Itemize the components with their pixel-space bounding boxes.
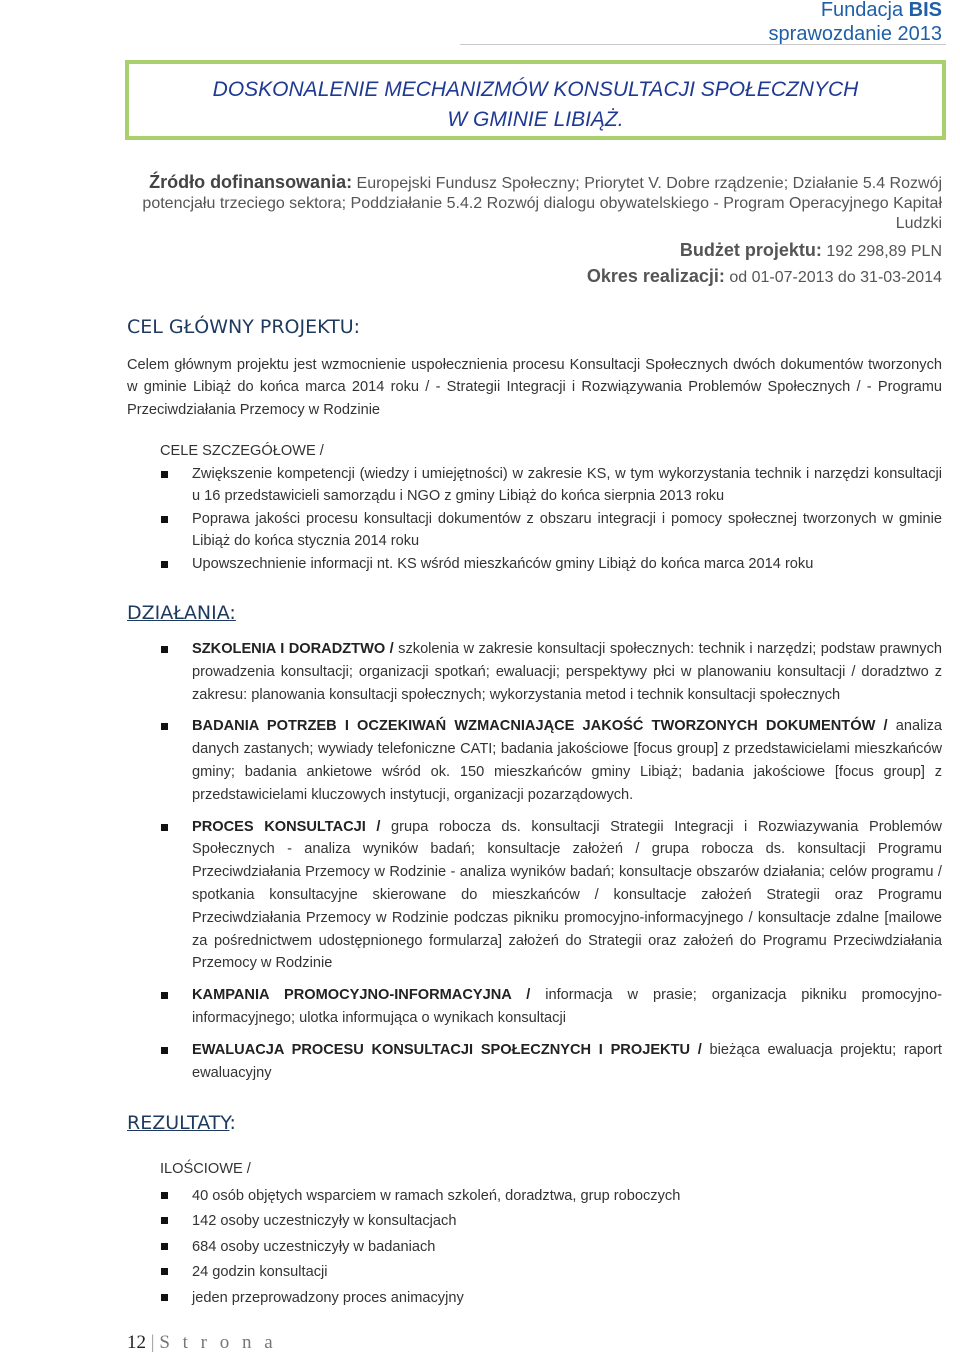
main-goal-heading: CEL GŁÓWNY PROJEKTU: (127, 316, 361, 338)
funding-label: Źródło dofinansowania: (149, 172, 353, 192)
budget-label: Budżet projektu: (679, 240, 822, 260)
footer-separator: | (150, 1332, 155, 1353)
list-item: 40 osób objętych wsparciem w ramach szkoleń, doradztwa, grup roboczych (160, 1184, 942, 1209)
list-item: jeden przeprowadzony proces animacyjny (160, 1286, 942, 1311)
bullet-icon (161, 646, 168, 653)
header-divider (460, 44, 946, 45)
organization-name: Fundacja BIS (820, 0, 942, 21)
bullet-icon (161, 1243, 168, 1250)
page-number: 12 (127, 1332, 146, 1353)
list-item: Poprawa jakości procesu konsultacji dokumentów z obszaru integracji i pomocy społecznej tworzonych w gminie Libiąż do końca stycznia 2014 roku (160, 508, 942, 553)
specific-goals-heading: CELE SZCZEGÓŁOWE / (160, 443, 324, 459)
list-item: SZKOLENIA I DORADZTWO / szkolenia w zakresie konsultacji społecznych: technik i narzędzi; podstaw prawnych prowadzenia konsultacji; organizacji spotkań; ewaluacji; perspektywy płci w planowaniu konsultacji / doradztwo z zakresu: planowania konsultacji społecznych; wykorzystania metod i technik konsultacji społecznych (160, 638, 942, 706)
list-item: Upowszechnienie informacji nt. KS wśród mieszkańców gminy Libiąż do końca marca 2014 roku (160, 553, 942, 575)
bullet-icon (161, 1294, 168, 1301)
bullet-icon (161, 1192, 168, 1199)
list-item: 684 osoby uczestniczyły w badaniach (160, 1235, 942, 1260)
list-item: 24 godzin konsultacji (160, 1260, 942, 1285)
list-item: EWALUACJA PROCESU KONSULTACJI SPOŁECZNYCH I PROJEKTU / bieżąca ewaluacja projektu; raport ewaluacyjny (160, 1039, 942, 1085)
page-header (769, 0, 942, 46)
bullet-icon (161, 1047, 168, 1054)
specific-goals-list (160, 463, 942, 575)
page-footer (127, 1332, 277, 1354)
list-item: 142 osoby uczestniczyły w konsultacjach (160, 1209, 942, 1234)
bullet-icon (161, 1217, 168, 1224)
list-item: KAMPANIA PROMOCYJNO-INFORMACYJNA / informacja w prasie; organizacja pikniku promocyjno-informacyjnego; ulotka informująca o wynikach konsultacji (160, 984, 942, 1030)
list-item: BADANIA POTRZEB I OCZEKIWAŃ WZMACNIAJĄCE JAKOŚĆ TWORZONYCH DOKUMENTÓW / analiza danych zastanych; wywiady telefoniczne CATI; badania jakościowe [focus group] z przedstawicielami mieszkańców gminy; badania ankietowe wśród ok. 150 mieszkańców gminy Libiąż; badania jakościowe [focus group] z przedstawicielami kluczowych instytucji, organizacji pozarządowych. (160, 715, 942, 806)
quantitative-results-heading: ILOŚCIOWE / (160, 1161, 251, 1177)
list-item: Zwiększenie kompetencji (wiedzy i umiejętności) w zakresie KS, w tym wykorzystania technik i narzędzi konsultacji u 16 przedstawicieli samorządu i NGO z gminy Libiąż do końca sierpnia 2013 roku (160, 463, 942, 508)
funding-source (102, 172, 942, 234)
actions-list (160, 638, 942, 1093)
funding-text: Europejski Fundusz Społeczny; Priorytet V. Dobre rządzenie; Działanie 5.4 Rozwój potencjału trzeciego sektora; Poddziałanie 5.4.2 Rozwój dialogu obywatelskiego - Program Operacyjnego Kapitał Ludzki (142, 175, 942, 232)
organization-acronym: BIS (908, 0, 942, 21)
period-label: Okres realizacji: (586, 266, 725, 286)
results-heading: REZULTATY: (127, 1112, 236, 1134)
bullet-icon (161, 561, 168, 568)
project-period (587, 266, 942, 287)
project-title-box (125, 60, 946, 140)
bullet-icon (161, 824, 168, 831)
project-title-line-1: DOSKONALENIE MECHANIZMÓW KONSULTACJI SPOŁECZNYCH (212, 78, 859, 101)
project-budget (680, 240, 942, 261)
bullet-icon (161, 1268, 168, 1275)
page-word: S t r o n a (159, 1332, 277, 1353)
main-goal-text: Celem głównym projektu jest wzmocnienie uspołecznienia procesu Konsultacji Społecznych dwóch dokumentów tworzonych w gminie Libiąż do końca marca 2014 roku / - Strategii Integracji i Rozwiązywania Problemów Społecznych / - Programu Przeciwdziałania Przemocy w Rodzinie (127, 357, 942, 418)
report-title: sprawozdanie 2013 (768, 23, 942, 45)
bullet-icon (161, 471, 168, 478)
project-title-line-2: W GMINIE LIBIĄŻ. (447, 108, 624, 131)
bullet-icon (161, 992, 168, 999)
period-value: od 01-07-2013 do 31-03-2014 (724, 269, 942, 286)
bullet-icon (161, 516, 168, 523)
list-item: PROCES KONSULTACJI / grupa robocza ds. konsultacji Strategii Integracji i Rozwiazywania Problemów Społecznych - analiza wyników badań; konsultacje założeń / grupa robocza ds. konsultacji Programu Przeciwdziałania Przemocy w Rodzinie - analiza wyników badań; konsultacje obszarów działania; celów programu / spotkania konsultacyjne skierowane do mieszkańców / konsultacje założeń Strategii oraz Programu Przeciwdziałania Przemocy w Rodzinie podczas pikniku promocyjno-informacyjnego / konsultacje zdalne [mailowe za pośrednictwem udostępnionego formularza] założeń do Strategii oraz założeń do Programu Przeciwdziałania Przemocy w Rodzinie (160, 816, 942, 976)
results-list (160, 1184, 942, 1311)
budget-value: 192 298,89 PLN (821, 243, 942, 260)
bullet-icon (161, 723, 168, 730)
actions-heading: DZIAŁANIA: (127, 602, 236, 624)
